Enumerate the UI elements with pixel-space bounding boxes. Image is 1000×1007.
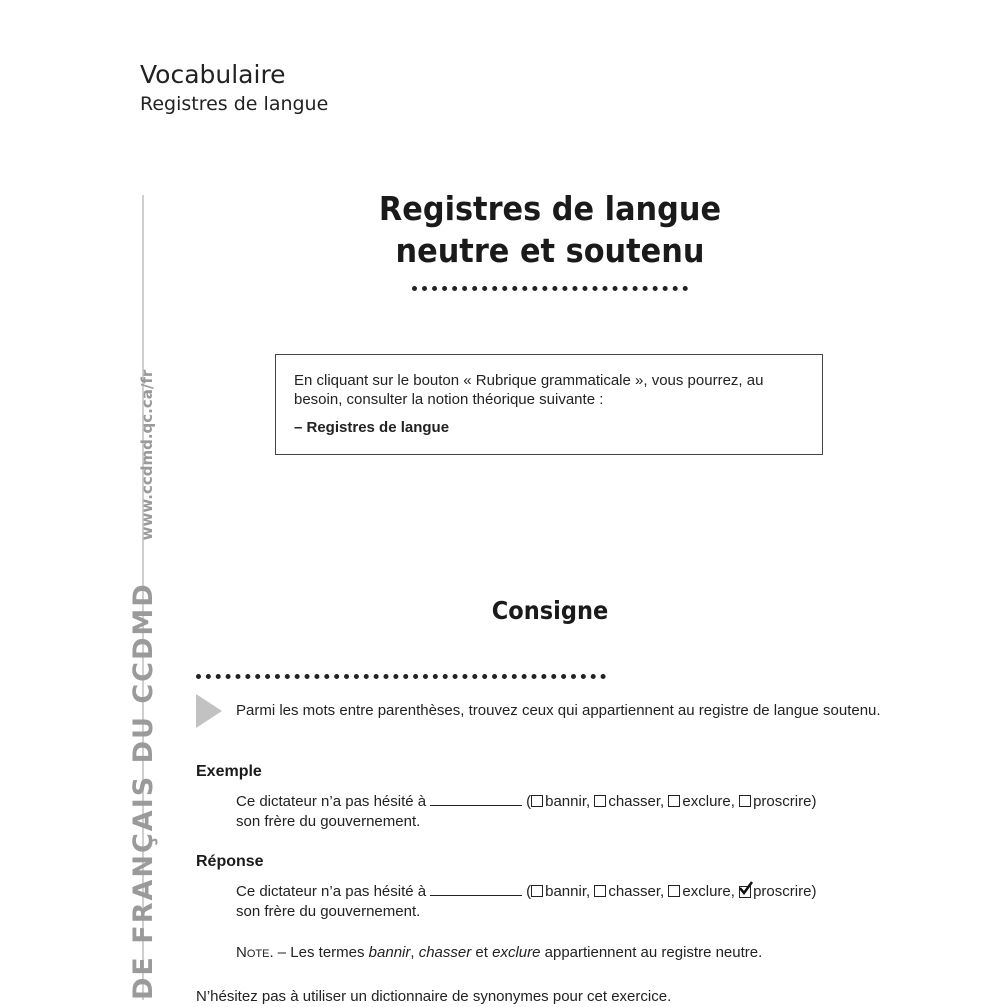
vertical-url: www.ccdmd.qc.ca/fr	[138, 369, 156, 541]
example-option: proscrire	[753, 793, 812, 810]
note-term: bannir	[368, 944, 411, 961]
note-term: chasser	[418, 944, 472, 961]
page-title	[366, 188, 734, 272]
title-dotted-rule	[412, 286, 688, 291]
note-text: Note. – Les termes bannir, chasser et exclure appartiennent au registre neutre.	[236, 944, 763, 961]
section-title: Vocabulaire	[140, 60, 286, 89]
answer-sentence-end: son frère du gouvernement.	[236, 903, 421, 920]
consigne-heading: Consigne	[491, 596, 609, 625]
consigne-dotted-rule	[196, 674, 606, 679]
grammar-info-box	[275, 354, 823, 455]
checkbox-icon[interactable]	[594, 795, 606, 807]
page-title-line-1: Registres de langue	[378, 189, 722, 228]
example-label: Exemple	[196, 763, 262, 780]
answer-option: bannir,	[545, 883, 591, 900]
answer-option: chasser,	[608, 883, 665, 900]
checked-checkbox-icon[interactable]	[739, 885, 751, 897]
page-title-line-2: neutre et soutenu	[395, 231, 705, 270]
answer-sentence-start: Ce dictateur n’a pas hésité à	[236, 883, 427, 900]
example-sentence-end: son frère du gouvernement.	[236, 813, 421, 830]
example-sentence-start: Ce dictateur n’a pas hésité à	[236, 793, 427, 810]
checkbox-icon[interactable]	[668, 795, 680, 807]
checkbox-icon[interactable]	[668, 885, 680, 897]
example-option: chasser,	[608, 793, 665, 810]
info-box-link-item[interactable]: – Registres de langue	[294, 419, 450, 436]
example-option: bannir,	[545, 793, 591, 810]
note-term: exclure	[492, 944, 541, 961]
checkbox-icon[interactable]	[739, 795, 751, 807]
answer-blank	[430, 881, 522, 896]
example-blank	[430, 791, 522, 806]
footer-hint: N’hésitez pas à utiliser un dictionnaire de synonymes pour cet exercice.	[196, 988, 672, 1005]
checkbox-icon[interactable]	[531, 885, 543, 897]
info-box-text: En cliquant sur le bouton « Rubrique grammaticale », vous pourrez, au besoin, consulter la notion théorique suivante :	[294, 372, 764, 408]
answer-option: exclure,	[682, 883, 735, 900]
play-arrow-icon	[196, 694, 222, 728]
vertical-banner-text: DE FRANÇAIS DU CCDMD	[128, 582, 159, 1000]
answer-label: Réponse	[196, 853, 264, 870]
checkbox-icon[interactable]	[594, 885, 606, 897]
answer-option: proscrire	[753, 883, 812, 900]
section-subtitle: Registres de langue	[140, 93, 329, 115]
instruction-text: Parmi les mots entre parenthèses, trouvez ceux qui appartiennent au registre de langue soutenu.	[236, 702, 881, 719]
note-label: Note.	[236, 944, 274, 961]
answer-sentence: Ce dictateur n’a pas hésité à ( bannir, chasser, exclure, proscrire) son frère du gouvernement.	[236, 883, 817, 920]
example-option: exclure,	[682, 793, 735, 810]
example-sentence: Ce dictateur n’a pas hésité à ( bannir, chasser, exclure, proscrire) son frère du gouvernement.	[236, 793, 817, 830]
vertical-banner	[128, 370, 159, 1000]
checkbox-icon[interactable]	[531, 795, 543, 807]
